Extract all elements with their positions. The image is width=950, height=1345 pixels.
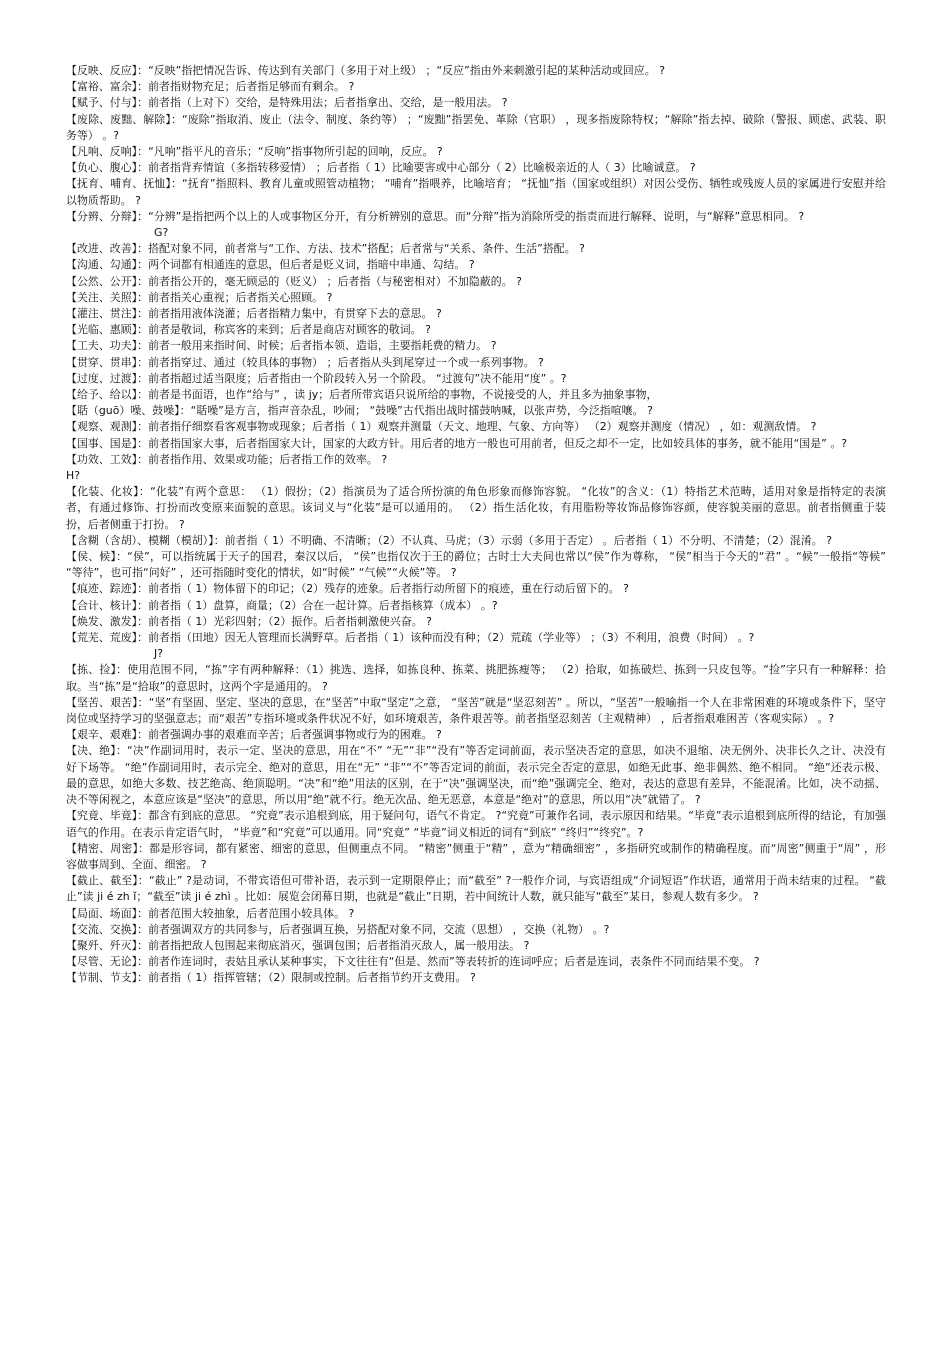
word-entry: 【过度、过渡】：前者指超过适当限度；后者指由一个阶段转入另一个阶段。 “过渡句”决不能用“度” 。? [66, 371, 567, 385]
section-heading-j: J? [154, 647, 164, 661]
word-entry: 【分辨、分辩】：“分辨”是指把两个以上的人或事物区分开，有分析辨别的意思。而“分辩”指为消除所受的指责而进行解释、说明，与“解释”意思相同。 ? [66, 209, 805, 223]
word-entry: 【公然、公开】：前者指公开的，毫无顾忌的（贬义） ；后者指（与秘密相对）不加隐蔽的。 ? [66, 274, 522, 288]
word-entry: 【负心、腹心】：前者指背弃情谊（多指转移爱情） ；后者指（ 1）比喻要害或中心部分（ 2）比喻极亲近的人（ 3）比喻诚意。 ? [66, 161, 696, 175]
word-entry: 【痕迹、踪迹】：前者指（ 1）物体留下的印记；（2）残存的迹象。后者指行动所留下的痕迹，重在行动后留下的。 ? [66, 582, 629, 596]
word-entry: 【凡响、反响】：“凡响”指平凡的音乐；“反响”指事物所引起的回响，反应。 ? [66, 145, 443, 159]
word-entry: 【焕发、激发】：前者指（ 1）光彩四射；（2）振作。后者指刺激使兴奋。 ? [66, 614, 433, 628]
word-entry: 【截止、截至】：“截止” ?是动词，不带宾语但可带补语，表示到一定期限停止；而“截至” ?一般作介词，与宾语组成“介词短语”作状语，通常用于尚未结束的过程。 “截止”读 ji é zh ǐ；“截至”读 ji é zhì 。比如：展览会闭幕日期，也就是“截止”日期，若中间统计人数，就只能写“截至”某日，参观人数有多少。 ? [66, 874, 886, 904]
word-entry: 【沟通、勾通】：两个词都有相通连的意思，但后者是贬义词，指暗中串通、勾结。 ? [66, 258, 475, 272]
word-entry: 【局面、场面】：前者范围大较抽象，后者范围小较具体。 ? [66, 906, 355, 920]
word-entry: 【节制、节支】：前者指（ 1）指挥管辖；（2）限制或控制。后者指节约开支费用。 ? [66, 971, 476, 985]
word-entry: 【给予、给以】：前者是书面语，也作“给与” ，读 jy；后者所带宾语只说所给的事物，不说接受的人，并且多为抽象事物， [66, 388, 658, 402]
word-entry: 【尽管、无论】：前者作连词时，表姑且承认某种事实，下文往往有“但是、然而”等表转折的连词呼应；后者是连词，表条件不同而结果不变。 ? [66, 955, 760, 969]
section-heading-h: H? [66, 469, 81, 483]
word-entry: 【精密、周密】：都是形容词，都有紧密、细密的意思，但侧重点不同。 “精密”侧重于“精” ，意为“精确细密” ，多指研究或制作的精确程度。而“周密”侧重于“周” ，形容做事周到、全面、细密。 ? [66, 841, 886, 871]
word-entry: 【艰辛、艰难】：前者强调办事的艰难而辛苦；后者强调事物或行为的困难。 ? [66, 728, 442, 742]
word-entry: 【工夫、功夫】：前者一般用来指时间、时候；后者指本领、造诣，主要指耗费的精力。 ? [66, 339, 497, 353]
word-entry: 【荒芜、荒废】：前者指（田地）因无人管理而长满野草。后者指（ 1）该种而没有种；（2）荒疏（学业等） ；（3）不利用，浪费（时间） 。? [66, 631, 755, 645]
word-entry: 【究竟、毕竟】：都含有到底的意思。 “究竟”表示追根到底，用于疑问句，语气不肯定。 ?“究竟”可兼作名词，表示原因和结果。“毕竟”表示追根到底所得的结论，有加强语气的作用。在表示肯定语气时， “毕竟”和“究竟”可以通用。同“究竟” “毕竟”词义相近的词有“到底” “终归”“终究”。? [66, 809, 886, 839]
word-entry: 【合计、核计】：前者指（ 1）盘算，商量；（2）合在一起计算。后者指核算（成本） 。? [66, 598, 498, 612]
word-entry: 【观察、观测】：前者指仔细察看客观事物或现象；后者指（ 1）观察并测量（天文、地理、气象、方向等） （2）观察并测度（情况） ，如：观测敌情。 ? [66, 420, 817, 434]
word-entry: 【灌注、贯注】：前者指用液体浇灌；后者指精力集中，有贯穿下去的意思。 ? [66, 307, 442, 321]
word-entry: 【反映、反应】：“反映”指把情况告诉、传达到有关部门（多用于对上级） ；“反应”指由外来刺激引起的某种活动或回应。 ? [66, 64, 666, 77]
word-entry: 【关注、关照】：前者指关心重视；后者指关心照顾。 ? [66, 290, 333, 304]
word-entry: 【赋予、付与】：前者指（上对下）交给，是特殊用法；后者指拿出、交给，是一般用法。 ? [66, 96, 508, 110]
word-entry: 【抚育、哺育、抚恤】：“抚育”指照料、教育儿童或照管动植物； “哺育”指喂养，比喻培育； “抚恤”指（国家或组织）对因公受伤、牺牲或残废人员的家属进行安慰并给以物质帮助。 ? [66, 177, 886, 207]
word-entry: 【国事、国是】：前者指国家大事，后者指国家大计，国家的大政方针。用后者的地方一般也可用前者，但反之却不一定，比如较具体的事务，就不能用“国是” 。? [66, 436, 848, 450]
word-entry: 【改进、改善】：搭配对象不同，前者常与“工作、方法、技术”搭配；后者常与“关系、条件、生活”搭配。 ? [66, 242, 585, 256]
word-entry: 【功效、工效】：前者指作用、效果或功能；后者指工作的效率。 ? [66, 452, 388, 466]
word-entry: 【聒（guō）噪、鼓噪】：“聒噪”是方言，指声音杂乱，吵闹； “鼓噪”古代指出战时擂鼓呐喊，以张声势，今泛指喧嚷。 ? [66, 404, 653, 418]
entry-group-j [66, 662, 886, 986]
word-entry: 【坚苦、艰苦】：“坚”有坚固、坚定、坚决的意思，在“坚苦”中取“坚定”之意， “坚苦”就是“坚忍刻苦” 。所以，“坚苦”一般喻指一个人在非常困难的环境或条件下，坚守岗位或坚持学习的坚强意志；而“艰苦”专指环境或条件状况不好，如环境艰苦，条件艰苦等。前者指坚忍刻苦（主观精神） ，后者指艰难困苦（客观实际） 。? [66, 695, 886, 726]
word-entry: 【交流、交换】：前者强调双方的共同参与，后者强调互换，另搭配对象不同，交流（思想） ，交换（礼物） 。? [66, 922, 610, 936]
word-entry: 【光临、惠顾】：前者是敬词，称宾客的来到；后者是商店对顾客的敬词。 ? [66, 323, 431, 337]
entry-group-f [66, 63, 886, 225]
word-entry: 【决、绝】：“决”作副词用时，表示一定、坚决的意思，用在“不” “无”“非”“没有”等否定词前面，表示坚决否定的意思，如决不退缩、决无例外、决非长久之计、决没有好下场等。 “绝”作副词用时，表示完全、绝对的意思，用在“无” “非”“不”等否定词的前面，表示完全否定的意思，如绝无此事、绝非偶然、绝不相同。 “绝”还表示极、最的意思，如绝大多数、技艺绝高、绝顶聪明。“决”和“绝”用法的区别，在于“决”强调坚决，而“绝”强调完全、绝对，表达的意思有差异，不能混淆。比如，决不动摇、决不等闲视之，本意应该是“坚决”的意思，所以用“绝”就不行。绝无次品、绝无恶意，本意是“绝对”的意思，所以用“决”就错了。 ? [66, 744, 886, 807]
word-entry: 【化装、化妆】：“化装”有两个意思： （1）假扮；（2）指演员为了适合所扮演的角色形象而修饰容貌。 “化妆”的含义：（1）特指艺术范畴，适用对象是指特定的表演者，有通过修饰、打扮而改变原来面貌的意思。该词义与“化装”是可以通用的。 （2）指生活化妆，有用脂粉等妆饰品修饰容颜，使容貌美丽的意思。前者指侧重于装扮，后者侧重于打扮。 ? [66, 485, 886, 531]
entry-group-h [66, 484, 886, 646]
word-entry: 【拣、捡】：使用范围不同，“拣”字有两种解释：（1）挑选、选择，如拣良种、拣菜、挑肥拣瘦等； （2）拾取，如拣破烂、拣到一只皮包等。“捡”字只有一种解释：拾取。当“拣”是“拾取”的意思时，这两个字是通用的。 ? [66, 663, 886, 693]
document-body [66, 63, 886, 987]
section-heading-g: G? [154, 226, 169, 240]
word-entry: 【废除、废黜、解除】：“废除”指取消、废止（法令、制度、条约等） ；“废黜”指罢免、革除（官职） ，现多指废除特权；“解除”指去掉、破除（警报、顾虑、武装、职务等） 。? [66, 112, 886, 142]
word-entry: 【含糊（含胡）、模糊（模胡）】：前者指（ 1）不明确、不清晰；（2）不认真、马虎；（3）示弱（多用于否定） 。后者指（ 1）不分明、不清楚；（2）混淆。 ? [66, 533, 833, 547]
word-entry: 【聚歼、歼灭】：前者指把敌人包围起来彻底消灭，强调包围；后者指消灭敌人，属一般用法。 ? [66, 938, 530, 952]
word-entry: 【侯、候】：“侯”，可以指统属于天子的国君，秦汉以后， “侯”也指仅次于王的爵位；古时士大夫间也常以“侯”作为尊称， “侯”相当于今天的“君” 。“候”一般指“等候” “等待”，也可指“问好” ，还可指随时变化的情状，如“时候” “气候”“火候”等。 ? [66, 550, 886, 580]
word-entry: 【贯穿、贯串】：前者指穿过、通过（较具体的事物） ；后者指从头到尾穿过一个或一系列事物。 ? [66, 355, 544, 369]
entry-group-g [66, 241, 886, 468]
word-entry: 【富裕、富余】：前者指财物充足；后者指足够而有剩余。 ? [66, 80, 355, 94]
